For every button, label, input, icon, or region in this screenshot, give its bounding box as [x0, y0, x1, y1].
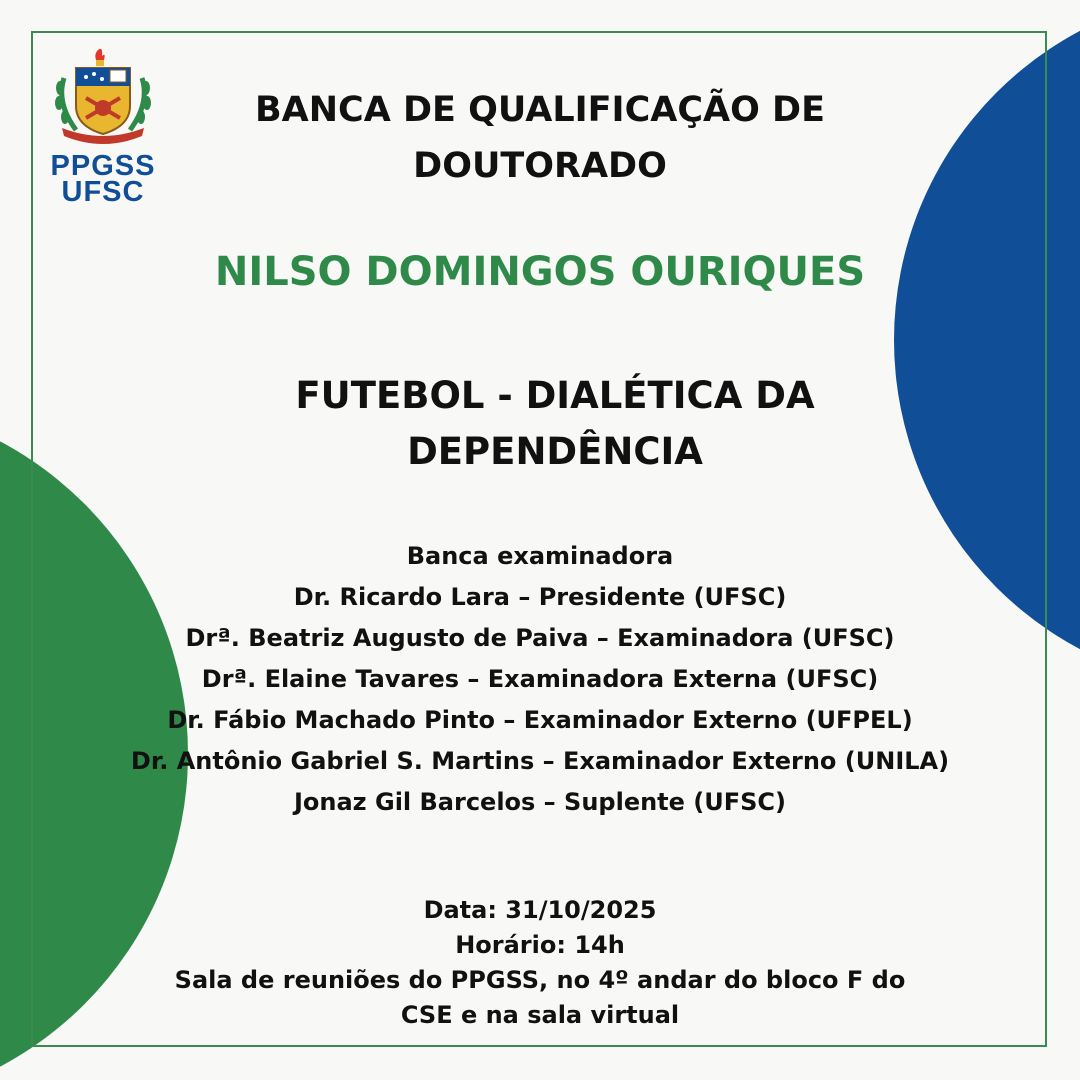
event-location: Sala de reuniões do PPGSS, no 4º andar do bloco F do — [174, 966, 906, 994]
committee-member: Dr. Fábio Machado Pinto – Examinador Externo (UFPEL) — [167, 706, 913, 734]
thesis-title-line: FUTEBOL - DIALÉTICA DA — [295, 374, 815, 417]
committee-section — [60, 536, 1020, 823]
logo-text-ufsc: UFSC — [61, 176, 145, 208]
event-time: Horário: 14h — [455, 931, 625, 959]
logo-text-ppgss: PPGSS — [50, 150, 156, 182]
event-heading-line: BANCA DE QUALIFICAÇÃO DE — [254, 90, 826, 130]
ppgss-ufsc-logo — [46, 48, 160, 208]
committee-member: Jonaz Gil Barcelos – Suplente (UFSC) — [293, 788, 787, 816]
thesis-title — [250, 368, 860, 480]
event-heading — [230, 82, 850, 194]
thesis-title-line: DEPENDÊNCIA — [407, 430, 703, 473]
committee-member: Drª. Beatriz Augusto de Paiva – Examinadora (UFSC) — [185, 624, 895, 652]
committee-member: Dr. Ricardo Lara – Presidente (UFSC) — [293, 583, 787, 611]
event-location: CSE e na sala virtual — [400, 1001, 680, 1029]
university-crest-icon — [46, 48, 160, 148]
committee-heading: Banca examinadora — [406, 542, 674, 570]
candidate-name: NILSO DOMINGOS OURIQUES — [214, 249, 866, 295]
event-date: Data: 31/10/2025 — [423, 896, 657, 924]
committee-member: Dr. Antônio Gabriel S. Martins – Examinador Externo (UNILA) — [130, 747, 950, 775]
event-details — [150, 893, 930, 1033]
committee-member: Drª. Elaine Tavares – Examinadora Externa (UFSC) — [201, 665, 879, 693]
event-heading-line: DOUTORADO — [413, 146, 667, 186]
